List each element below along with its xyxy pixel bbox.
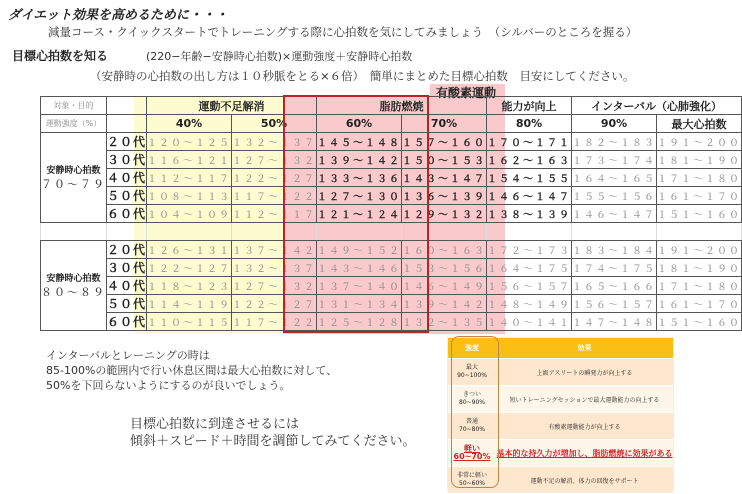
heart-rate-cell: １３６〜１３９ (402, 187, 487, 205)
heart-rate-cell: １５５〜１５６ (572, 187, 657, 205)
heart-rate-cell: １１７〜１２２ (232, 187, 317, 205)
heart-rate-cell: １４０〜１４１ (487, 313, 572, 331)
inset-effect: 運動不足の解消、体力の回復をサポート (530, 477, 639, 485)
heart-rate-cell: １３１〜１３４ (317, 295, 402, 313)
heart-rate-cell: １７２〜１７３ (487, 241, 572, 259)
heart-rate-cell: １５６〜１５７ (572, 295, 657, 313)
heart-rate-cell: １４６〜１４７ (572, 205, 657, 223)
inset-effect: 基本的な持久力が増加し、脂肪燃焼に効果がある (496, 448, 673, 458)
inset-range: 60~70% (453, 452, 491, 461)
intensity-header: 60% (317, 115, 402, 133)
inset-range: 90~100% (457, 372, 487, 379)
heart-rate-cell: １６４〜１７５ (487, 259, 572, 277)
age-cell: ２０代 (107, 133, 147, 151)
heart-rate-cell: １８２〜１８３ (572, 133, 657, 151)
inset-range: 80~90% (459, 399, 485, 406)
age-cell: ５０代 (107, 295, 147, 313)
heart-rate-cell: １４６〜１４７ (487, 187, 572, 205)
heart-rate-cell: １２６〜１３１ (147, 241, 232, 259)
inset-row (448, 440, 673, 467)
age-cell: ２０代 (107, 241, 147, 259)
inset-level: 普通 (465, 418, 478, 425)
heart-rate-cell: １４３〜１４６ (317, 259, 402, 277)
resting-hr-block-label (41, 241, 107, 331)
heart-rate-cell: １５０〜１５３ (402, 151, 487, 169)
inset-range: 50~60% (459, 480, 485, 487)
inset-effect: 有酸素運動能力が向上する (548, 423, 621, 431)
heart-rate-cell: １９１〜２００ (657, 241, 742, 259)
heart-rate-cell: １３９〜１４２ (317, 151, 402, 169)
target-note-line: 傾斜＋スピード＋時間を調節してみてください。 (130, 434, 416, 449)
interval-note-line: インターバルとレーニングの時は (46, 349, 210, 362)
aerobic-heading: 有酸素運動 (436, 86, 497, 100)
inset-row (448, 467, 673, 494)
heart-rate-cell: １７３〜１７４ (572, 151, 657, 169)
inset-effect: 上級アスリートの瞬発力が向上する (536, 369, 633, 377)
age-cell: ３０代 (107, 151, 147, 169)
heart-rate-cell: １５７〜１６０ (402, 133, 487, 151)
intensity-effect-chart (447, 337, 674, 490)
block-label: 安静時心拍数 (46, 166, 101, 176)
subtitle: 減量コース・クイックスタートでトレーニングする際に心拍数を気にしてみましょう （シルバーのところを握る） (48, 25, 638, 39)
heart-rate-cell: １６５〜１６６ (572, 277, 657, 295)
heart-rate-cell: １２５〜１２８ (317, 313, 402, 331)
heart-rate-cell: １２７〜１３２ (232, 277, 317, 295)
heart-rate-cell: １５１〜１６０ (657, 313, 742, 331)
inset-intensity (448, 364, 496, 380)
heart-rate-cell: １４３〜１４７ (402, 169, 487, 187)
interval-note-line: 85-100%の範囲内で行い休息区間は最大心拍数に対して、 (46, 364, 338, 377)
heart-rate-cell: １５１〜１６０ (657, 205, 742, 223)
heart-rate-cell: １３３〜１３６ (317, 169, 402, 187)
heart-rate-cell: １１０〜１１５ (147, 313, 232, 331)
group-fat-burning: 脂肪燃焼 (317, 97, 487, 115)
inset-header (448, 338, 673, 359)
heart-rate-cell: １８１〜１９０ (657, 259, 742, 277)
heart-rate-cell: １５４〜１５５ (487, 169, 572, 187)
heart-rate-cell: １６０〜１６３ (402, 241, 487, 259)
heart-rate-cell: １５３〜１５６ (402, 259, 487, 277)
section-heading: 目標心拍数を知る (12, 49, 109, 63)
inset-header-effect: 効果 (577, 344, 592, 352)
heart-rate-cell: １３２〜１３７ (232, 259, 317, 277)
group-interval: インターバル（心肺強化） (572, 97, 742, 115)
inset-row (448, 359, 673, 386)
page-title: ダイエット効果を高めるために・・・ (8, 8, 228, 23)
heart-rate-cell: １４５〜１４８ (317, 133, 402, 151)
block-range: ８０〜８９ (41, 286, 106, 299)
target-note (130, 416, 415, 450)
age-cell: ４０代 (107, 169, 147, 187)
age-cell: ６０代 (107, 313, 147, 331)
target-note-line: 目標心拍数に到達させるには (130, 417, 300, 432)
group-lack-of-exercise: 運動不足解消 (147, 97, 317, 115)
heart-rate-cell: １１６〜１２１ (147, 151, 232, 169)
inset-level: きつい (462, 391, 481, 398)
heart-rate-cell: １８１〜１９０ (657, 151, 742, 169)
intensity-header: 最大心拍数 (657, 115, 742, 133)
heart-rate-cell: １７１〜１８０ (657, 169, 742, 187)
inset-intensity (448, 418, 496, 434)
heart-rate-cell: １２７〜１３２ (232, 151, 317, 169)
heart-rate-cell: １９１〜２００ (657, 133, 742, 151)
row-label-intensity: 運動強度（%） (41, 115, 107, 133)
inset-intensity (448, 472, 496, 488)
interval-note (46, 348, 337, 393)
heart-rate-cell: １４６〜１４９ (402, 277, 487, 295)
age-cell: ５０代 (107, 187, 147, 205)
interval-note-line: 50%を下回らないようにするのが良いでしょう。 (46, 379, 291, 392)
heart-rate-cell: １２２〜１２７ (232, 295, 317, 313)
heart-rate-cell: １１４〜１１９ (147, 295, 232, 313)
fat-burning-highlight-box (283, 95, 429, 333)
heart-rate-cell: １７０〜１７１ (487, 133, 572, 151)
heart-rate-cell: １８３〜１８４ (572, 241, 657, 259)
heart-rate-cell: １２０〜１２５ (147, 133, 232, 151)
heart-rate-cell: １６２〜１６３ (487, 151, 572, 169)
heart-rate-cell: １７４〜１７５ (572, 259, 657, 277)
group-aerobic: 能力が向上 (487, 97, 572, 115)
heart-rate-cell: １３２〜１３７ (232, 133, 317, 151)
heart-rate-cell: １２７〜１３０ (317, 187, 402, 205)
heart-rate-cell: １２２〜１２７ (147, 259, 232, 277)
heart-rate-cell: １１２〜１１７ (232, 205, 317, 223)
heart-rate-cell: １６４〜１６５ (572, 169, 657, 187)
heart-rate-cell: １５６〜１５７ (487, 277, 572, 295)
heart-rate-cell: １０４〜１０９ (147, 205, 232, 223)
row-label-target: 対象・目的 (41, 97, 107, 115)
heart-rate-cell: １３７〜１４２ (232, 241, 317, 259)
inset-range: 70~80% (459, 426, 485, 433)
intensity-header: 90% (572, 115, 657, 133)
intensity-header: 40% (147, 115, 232, 133)
heart-rate-cell: １４９〜１５２ (317, 241, 402, 259)
inset-intensity (448, 391, 496, 407)
heart-rate-cell: １２１〜１２４ (317, 205, 402, 223)
block-label: 安静時心拍数 (46, 274, 101, 284)
age-cell: ３０代 (107, 259, 147, 277)
heart-rate-cell: １１２〜１１７ (147, 169, 232, 187)
intensity-header: 50% (232, 115, 317, 133)
heart-rate-cell: １４７〜１４８ (572, 313, 657, 331)
resting-hr-note: （安静時の心拍数の出し方は１０秒脈をとる×６倍） 簡単にまとめた目標心拍数 目安にしてください。 (90, 69, 635, 83)
heart-rate-cell: １４８〜１４９ (487, 295, 572, 313)
inset-header-intensity: 強度 (465, 344, 479, 352)
heart-rate-cell: １２２〜１２７ (232, 169, 317, 187)
inset-level: 最大 (465, 364, 478, 371)
inset-row (448, 386, 673, 413)
heart-rate-cell: １０８〜１１３ (147, 187, 232, 205)
age-cell: ６０代 (107, 205, 147, 223)
age-cell: ４０代 (107, 277, 147, 295)
heart-rate-cell: １２９〜１３２ (402, 205, 487, 223)
heart-rate-cell: １１７〜１２２ (232, 313, 317, 331)
heart-rate-cell: １３２〜１３５ (402, 313, 487, 331)
heart-rate-cell: １６１〜１７０ (657, 295, 742, 313)
intensity-header: 80% (487, 115, 572, 133)
inset-effect: 短いトレーニングセッションで最大運動能力の向上する (509, 396, 660, 404)
intensity-header: 70% (402, 115, 487, 133)
inset-row (448, 413, 673, 440)
heart-rate-cell: １１８〜１２３ (147, 277, 232, 295)
resting-hr-block-label (41, 133, 107, 223)
inset-level: 非常に軽い (456, 472, 487, 479)
block-range: ７０〜７９ (41, 178, 106, 191)
heart-rate-cell: １７１〜１８０ (657, 277, 742, 295)
heart-rate-cell: １６１〜１７０ (657, 187, 742, 205)
heart-rate-cell: １３９〜１４２ (402, 295, 487, 313)
formula: (220−年齢−安静時心拍数)×運動強度＋安静時心拍数 (146, 50, 413, 63)
inset-level: 軽い (464, 444, 480, 453)
heart-rate-cell: １３７〜１４０ (317, 277, 402, 295)
heart-rate-cell: １３８〜１３９ (487, 205, 572, 223)
inset-intensity (448, 445, 496, 461)
